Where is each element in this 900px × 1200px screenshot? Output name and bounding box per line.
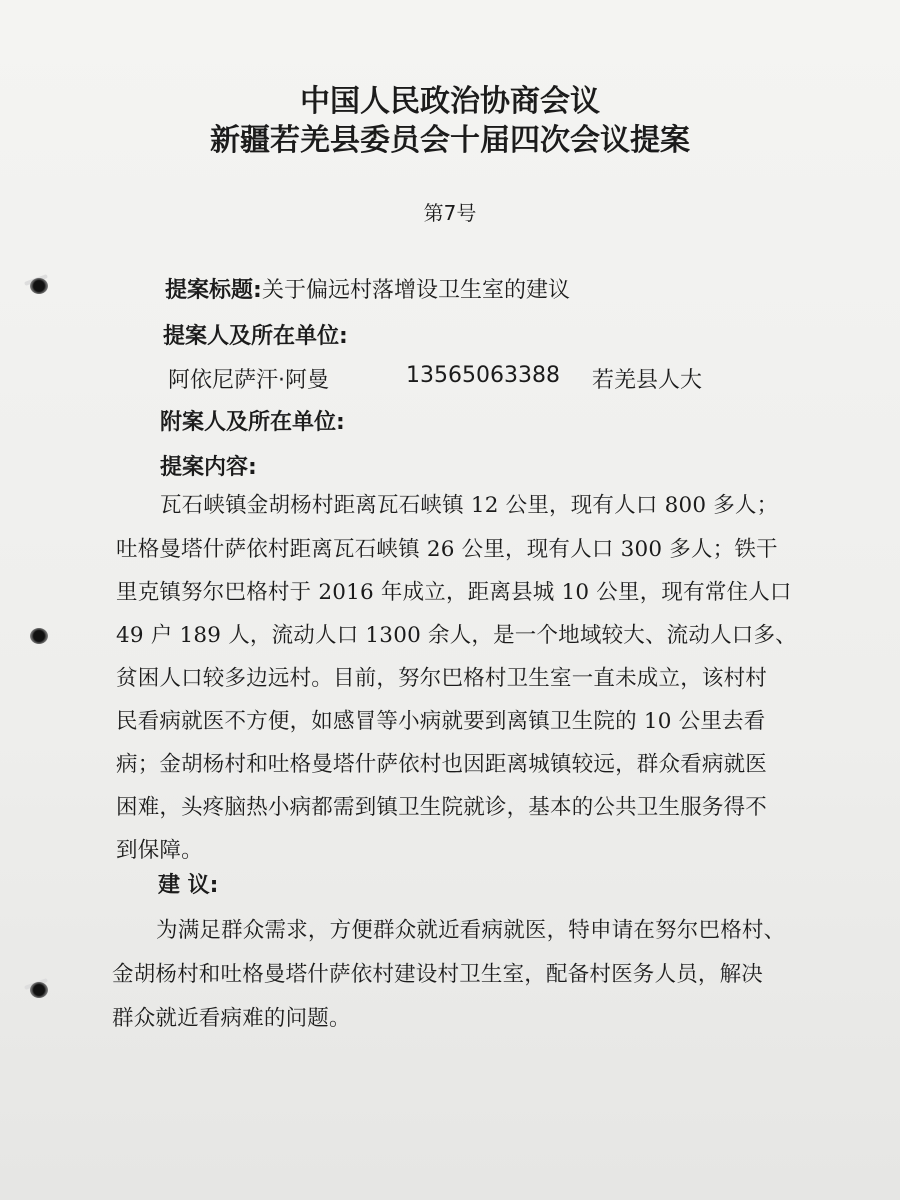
content-line-8: 困难，头疼脑热小病都需到镇卫生院就诊，基本的公共卫生服务得不 — [116, 795, 768, 820]
content-line-6: 民看病就医不方便，如感冒等小病就要到离镇卫生院的 10 公里去看 — [116, 709, 766, 734]
content-line-3: 里克镇努尔巴格村于 2016 年成立，距离县城 10 公里，现有常住人口 — [116, 580, 792, 605]
content-line-7: 病；金胡杨村和吐格曼塔什萨依村也因距离城镇较远，群众看病就医 — [116, 752, 768, 777]
proposer-phone: 13565063388 — [406, 363, 560, 388]
binding-hole-top — [24, 276, 54, 296]
proposer-unit: 若羌县人大 — [592, 368, 703, 393]
proposal-title-value: 关于偏远村落增设卫生室的建议 — [262, 278, 571, 303]
suggestion-line-3: 群众就近看病难的问题。 — [112, 1006, 351, 1031]
heading-line-1: 中国人民政治协商会议 — [300, 84, 600, 119]
content-line-9: 到保障。 — [116, 838, 203, 863]
content-label: 提案内容: — [160, 455, 257, 480]
suggestion-label: 建 议: — [158, 873, 219, 898]
heading-line-2: 新疆若羌县委员会十届四次会议提案 — [210, 123, 690, 158]
content-line-2: 吐格曼塔什萨依村距离瓦石峡镇 26 公里，现有人口 300 多人；铁干 — [116, 537, 778, 562]
suggestion-line-1: 为满足群众需求，方便群众就近看病就医，特申请在努尔巴格村、 — [156, 918, 786, 943]
proposal-number: 第7号 — [423, 201, 477, 225]
proposal-title-label: 提案标题: — [165, 278, 262, 303]
cosigner-label: 附案人及所在单位: — [160, 410, 345, 435]
content-line-5: 贫困人口较多边远村。目前，努尔巴格村卫生室一直未成立，该村村 — [116, 666, 768, 691]
proposer-name: 阿依尼萨汗·阿曼 — [168, 368, 329, 393]
proposer-label: 提案人及所在单位: — [163, 324, 348, 349]
suggestion-line-2: 金胡杨村和吐格曼塔什萨依村建设村卫生室，配备村医务人员，解决 — [112, 962, 764, 987]
content-line-4: 49 户 189 人，流动人口 1300 余人，是一个地域较大、流动人口多、 — [116, 623, 797, 648]
content-line-1: 瓦石峡镇金胡杨村距离瓦石峡镇 12 公里，现有人口 800 多人； — [160, 493, 779, 518]
binding-hole-bottom — [24, 980, 54, 1000]
binding-hole-middle — [24, 626, 54, 646]
